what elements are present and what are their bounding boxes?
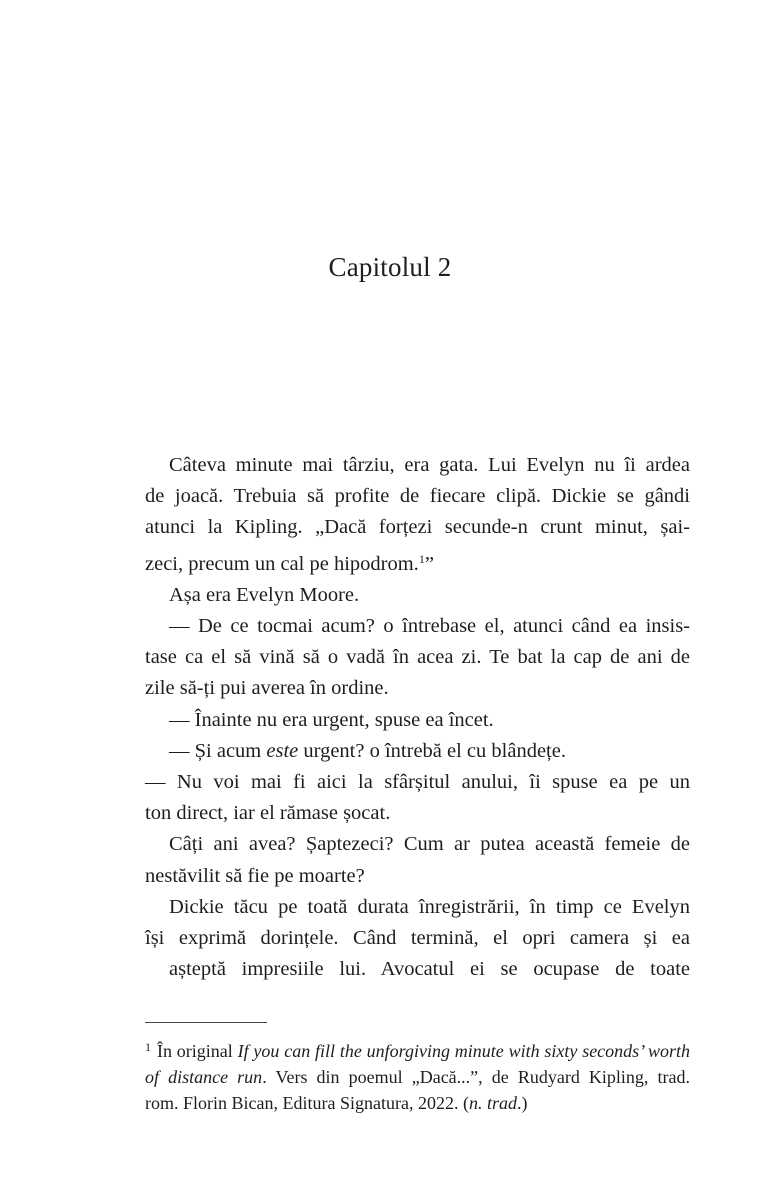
text-line: își exprimă dorințele. Când termină, el opri camera și ea xyxy=(145,927,690,950)
text-line: nestăvilit să fie pe moarte? xyxy=(145,864,365,887)
emphasis-text: este xyxy=(266,739,299,762)
text-line xyxy=(145,450,690,481)
text-line xyxy=(145,544,690,580)
footnote-original-quote: of distance run xyxy=(145,1067,263,1087)
text-line: de joacă. Trebuia să profite de fiecare clipă. Dickie se gândi xyxy=(145,485,690,508)
text-line: Dickie tăcu pe toată durata înregistrării, în timp ce Evelyn xyxy=(169,895,690,918)
footnote-text: . Vers din poemul „Dacă...”, de Rudyard Kipling, trad. xyxy=(262,1067,690,1087)
footnote-divider xyxy=(145,1022,267,1023)
text-line-content: Câteva minute mai târziu, era gata. Lui Evelyn nu îi ardea xyxy=(169,454,690,476)
footnote-line xyxy=(145,1034,690,1064)
footnote-reference[interactable]: 1 xyxy=(418,551,425,566)
footnote-mark: 1 xyxy=(145,1040,151,1054)
text-line: Câți ani avea? Șaptezeci? Cum ar putea această femeie de xyxy=(169,833,690,856)
text-line: tase ca el să vină să o vadă în acea zi. Te bat la cap de ani de xyxy=(145,646,690,669)
text-line: zile să-ți pui averea în ordine. xyxy=(145,677,389,700)
text-line: — De ce tocmai acum? o întrebase el, atunci când ea insis- xyxy=(169,615,690,638)
text-line: atunci la Kipling. „Dacă forțezi secunde-n crunt minut, șai- xyxy=(145,516,690,539)
text-line-content: zeci, precum un cal pe hipodrom. xyxy=(145,552,419,575)
body-text xyxy=(145,450,690,985)
footnote-original-quote: If you can fill the unforgiving minute with sixty seconds’ worth xyxy=(237,1041,691,1061)
footnote-line xyxy=(145,1064,690,1090)
chapter-title: Capitolul 2 xyxy=(328,252,452,282)
footnote-text: rom. Florin Bican, Editura Signatura, 2022. ( xyxy=(145,1093,469,1113)
footnote-line xyxy=(145,1090,690,1116)
footnote-text: .) xyxy=(516,1093,528,1113)
text-line: Așa era Evelyn Moore. xyxy=(169,583,360,606)
footnote xyxy=(145,1034,690,1116)
footnote-text: În original xyxy=(157,1041,238,1061)
text-line-content: urgent? o întrebă el cu blândețe. xyxy=(298,739,566,762)
text-line: — Nu voi mai fi aici la sfârșitul anului, îi spuse ea pe un xyxy=(145,771,690,794)
closing-quote: ” xyxy=(424,552,434,575)
footnote-translator-note: n. trad xyxy=(468,1093,517,1113)
text-line: așteptă impresiile lui. Avocatul ei se ocupase de toate xyxy=(169,958,690,981)
text-line-content: — Și acum xyxy=(169,739,267,762)
text-line: ton direct, iar el rămase șocat. xyxy=(145,802,391,825)
text-line xyxy=(145,736,690,767)
text-line: — Înainte nu era urgent, spuse ea încet. xyxy=(169,708,494,731)
